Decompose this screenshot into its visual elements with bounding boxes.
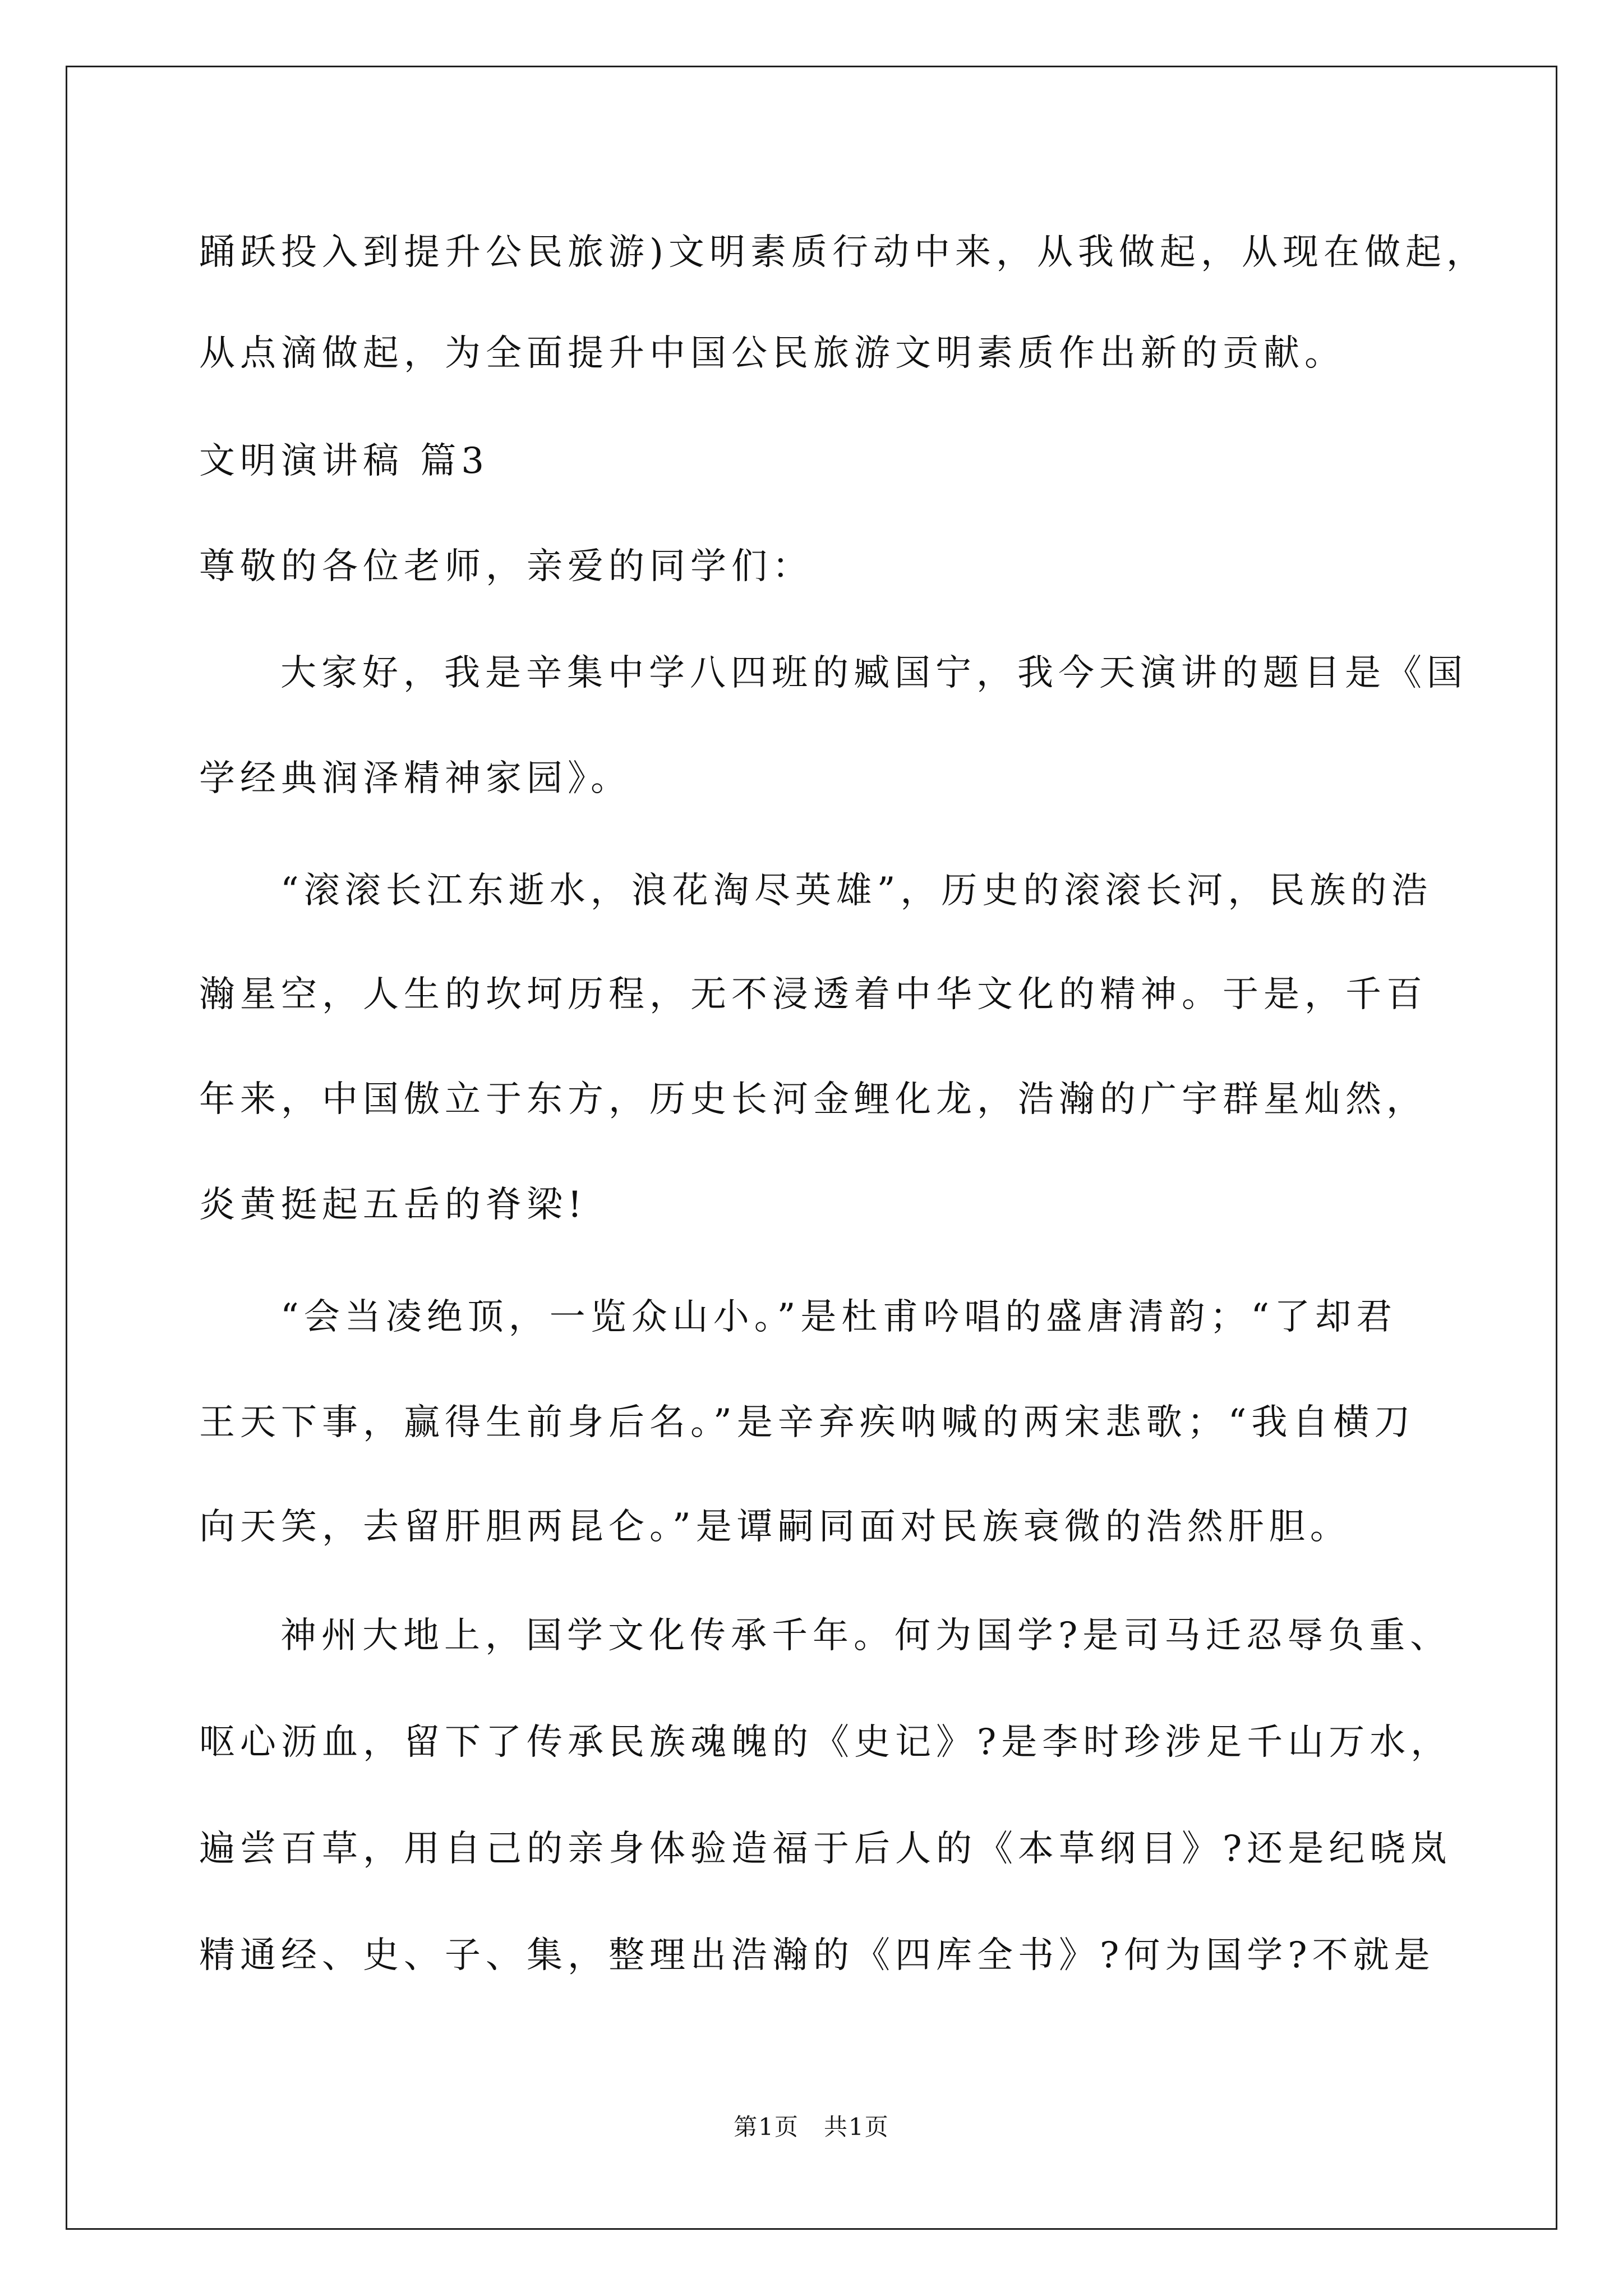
body-line: 向天笑，去留肝胆两昆仑。”是谭嗣同面对民族衰微的浩然肝胆。 <box>199 1506 1351 1548</box>
body-line: “滚滚长江东逝水，浪花淘尽英雄”，历史的滚滚长河，民族的浩 <box>280 870 1433 912</box>
page-number-footer: 第1页 共1页 <box>734 2113 889 2141</box>
section-heading: 文明演讲稿 篇3 <box>199 440 490 482</box>
salutation: 尊敬的各位老师，亲爱的同学们： <box>199 546 813 587</box>
body-line: 年来，中国傲立于东方，历史长河金鲤化龙，浩瀚的广宇群星灿然， <box>199 1079 1427 1120</box>
page-border <box>66 66 1557 2230</box>
body-line: 瀚星空，人生的坎坷历程，无不浸透着中华文化的精神。于是，千百 <box>199 974 1427 1015</box>
body-line: 遍尝百草，用自己的亲身体验造福于后人的《本草纲目》?还是纪晓岚 <box>199 1828 1452 1870</box>
body-line: 王天下事，赢得生前身后名。”是辛弃疾呐喊的两宋悲歌；“我自横刀 <box>199 1402 1415 1443</box>
body-line: 学经典润泽精神家园》。 <box>199 758 631 799</box>
body-line: 呕心沥血，留下了传承民族魂魄的《史记》?是李时珍涉足千山万水， <box>199 1722 1452 1763</box>
body-line: 炎黄挺起五岳的脊梁! <box>199 1184 587 1226</box>
body-line: 大家好，我是辛集中学八四班的臧国宁，我今天演讲的题目是《国 <box>280 652 1468 694</box>
body-line: 精通经、史、子、集，整理出浩瀚的《四库全书》?何为国学?不就是 <box>199 1935 1435 1976</box>
body-line: 从点滴做起，为全面提升中国公民旅游文明素质作出新的贡献。 <box>199 333 1345 374</box>
body-line: “会当凌绝顶，一览众山小。”是杜甫吟唱的盛唐清韵；“了却君 <box>280 1296 1398 1338</box>
body-line: 神州大地上，国学文化传承千年。何为国学?是司马迁忍辱负重、 <box>280 1615 1451 1657</box>
body-line: 踊跃投入到提升公民旅游)文明素质行动中来，从我做起，从现在做起， <box>199 232 1487 273</box>
